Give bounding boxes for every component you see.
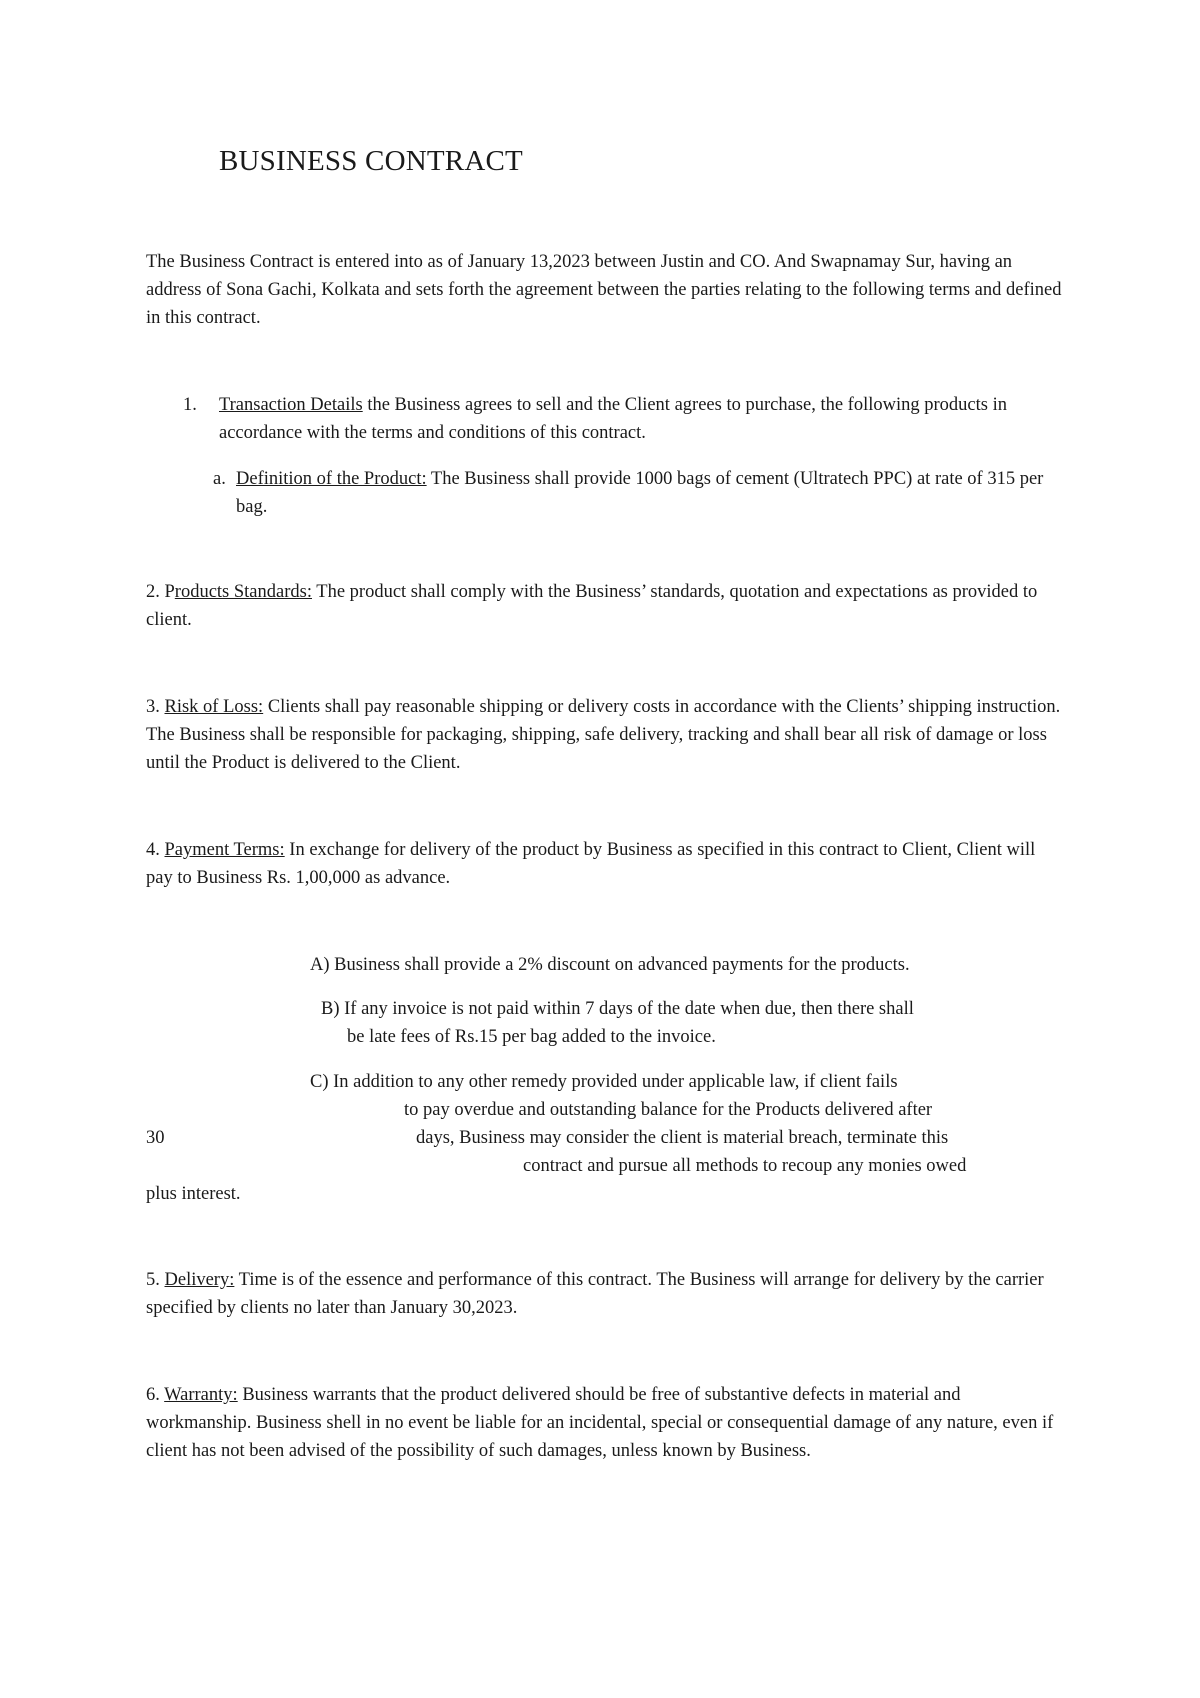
section-2-paragraph [146, 578, 1066, 634]
intro-paragraph: The Business Contract is entered into as of January 13,2023 between Justin and CO. And Swapnamay Sur, having an address of Sona Gachi, Kolkata and sets forth the agreement between the parties relating to the following terms and defined in this contract. [146, 252, 1062, 328]
section-1-heading: Transaction Details [219, 395, 363, 415]
section-3-text: Clients shall pay reasonable shipping or delivery costs in accordance with the Clients’ shipping instruction. The Business shall be responsible for packaging, shipping, safe delivery, tracking and shall bear all risk of damage or loss until the Product is delivered to the Client. [146, 697, 1061, 773]
section-4-item-c-line-3: days, Business may consider the client is material breach, terminate this [416, 1128, 949, 1148]
section-5-text: Time is of the essence and performance of this contract. The Business will arrange for delivery by the carrier specified by clients no later than January 30,2023. [146, 1270, 1044, 1318]
section-3-paragraph [146, 693, 1066, 777]
section-1a-text: The Business shall provide 1000 bags of cement (Ultratech PPC) at rate of 315 per bag. [236, 469, 1044, 517]
section-2-heading: roducts Standards: [174, 582, 312, 602]
section-4-item-c-line-2: to pay overdue and outstanding balance for the Products delivered after [404, 1100, 933, 1120]
section-4-item-c-line-5: plus interest. [146, 1184, 241, 1204]
section-4-text: In exchange for delivery of the product by Business as specified in this contract to Client, Client will pay to Business Rs. 1,00,000 as advance. [146, 840, 1036, 888]
section-1-paragraph [219, 391, 1049, 447]
section-4-paragraph [146, 836, 1066, 892]
section-4-prefix: 4. [146, 840, 165, 860]
section-5-heading: Delivery: [164, 1270, 235, 1290]
section-1a-heading: Definition of the Product: [236, 469, 427, 489]
section-3-heading: Risk of Loss: [164, 697, 264, 717]
section-6-heading: Warranty: [164, 1385, 238, 1405]
section-5-prefix: 5. [146, 1270, 165, 1290]
section-1-number: 1. [183, 395, 197, 415]
section-3-prefix: 3. [146, 697, 165, 717]
section-1a-paragraph [236, 465, 1066, 521]
section-6-text: Business warrants that the product delivered should be free of substantive defects in material and workmanship. Business shell in no event be liable for an incidental, special or consequential damage of any nature, even if client has not been advised of the possibility of such damages, unless known by Business. [146, 1385, 1054, 1461]
section-5-paragraph [146, 1266, 1066, 1322]
section-4-heading: Payment Terms: [164, 840, 285, 860]
section-2-prefix: 2. P [146, 582, 175, 602]
section-2-text: The product shall comply with the Business’ standards, quotation and expectations as provided to client. [146, 582, 1038, 630]
section-4-item-c-number: 30 [146, 1128, 165, 1148]
section-4-item-c-line-4: contract and pursue all methods to recoup any monies owed [523, 1156, 967, 1176]
section-4-item-b-line-2: be late fees of Rs.15 per bag added to the invoice. [347, 1027, 716, 1047]
section-6-paragraph [146, 1381, 1066, 1465]
section-4-item-c-line-1: C) In addition to any other remedy provided under applicable law, if client fails [310, 1072, 898, 1092]
section-1-text: the Business agrees to sell and the Client agrees to purchase, the following products in accordance with the terms and conditions of this contract. [219, 395, 1007, 443]
section-4-item-a: A) Business shall provide a 2% discount on advanced payments for the products. [310, 955, 910, 975]
section-6-prefix: 6. [146, 1385, 165, 1405]
document-title: BUSINESS CONTRACT [219, 145, 523, 177]
section-1a-letter: a. [213, 469, 226, 489]
section-4-item-b-line-1: B) If any invoice is not paid within 7 days of the date when due, then there shall [321, 999, 914, 1019]
